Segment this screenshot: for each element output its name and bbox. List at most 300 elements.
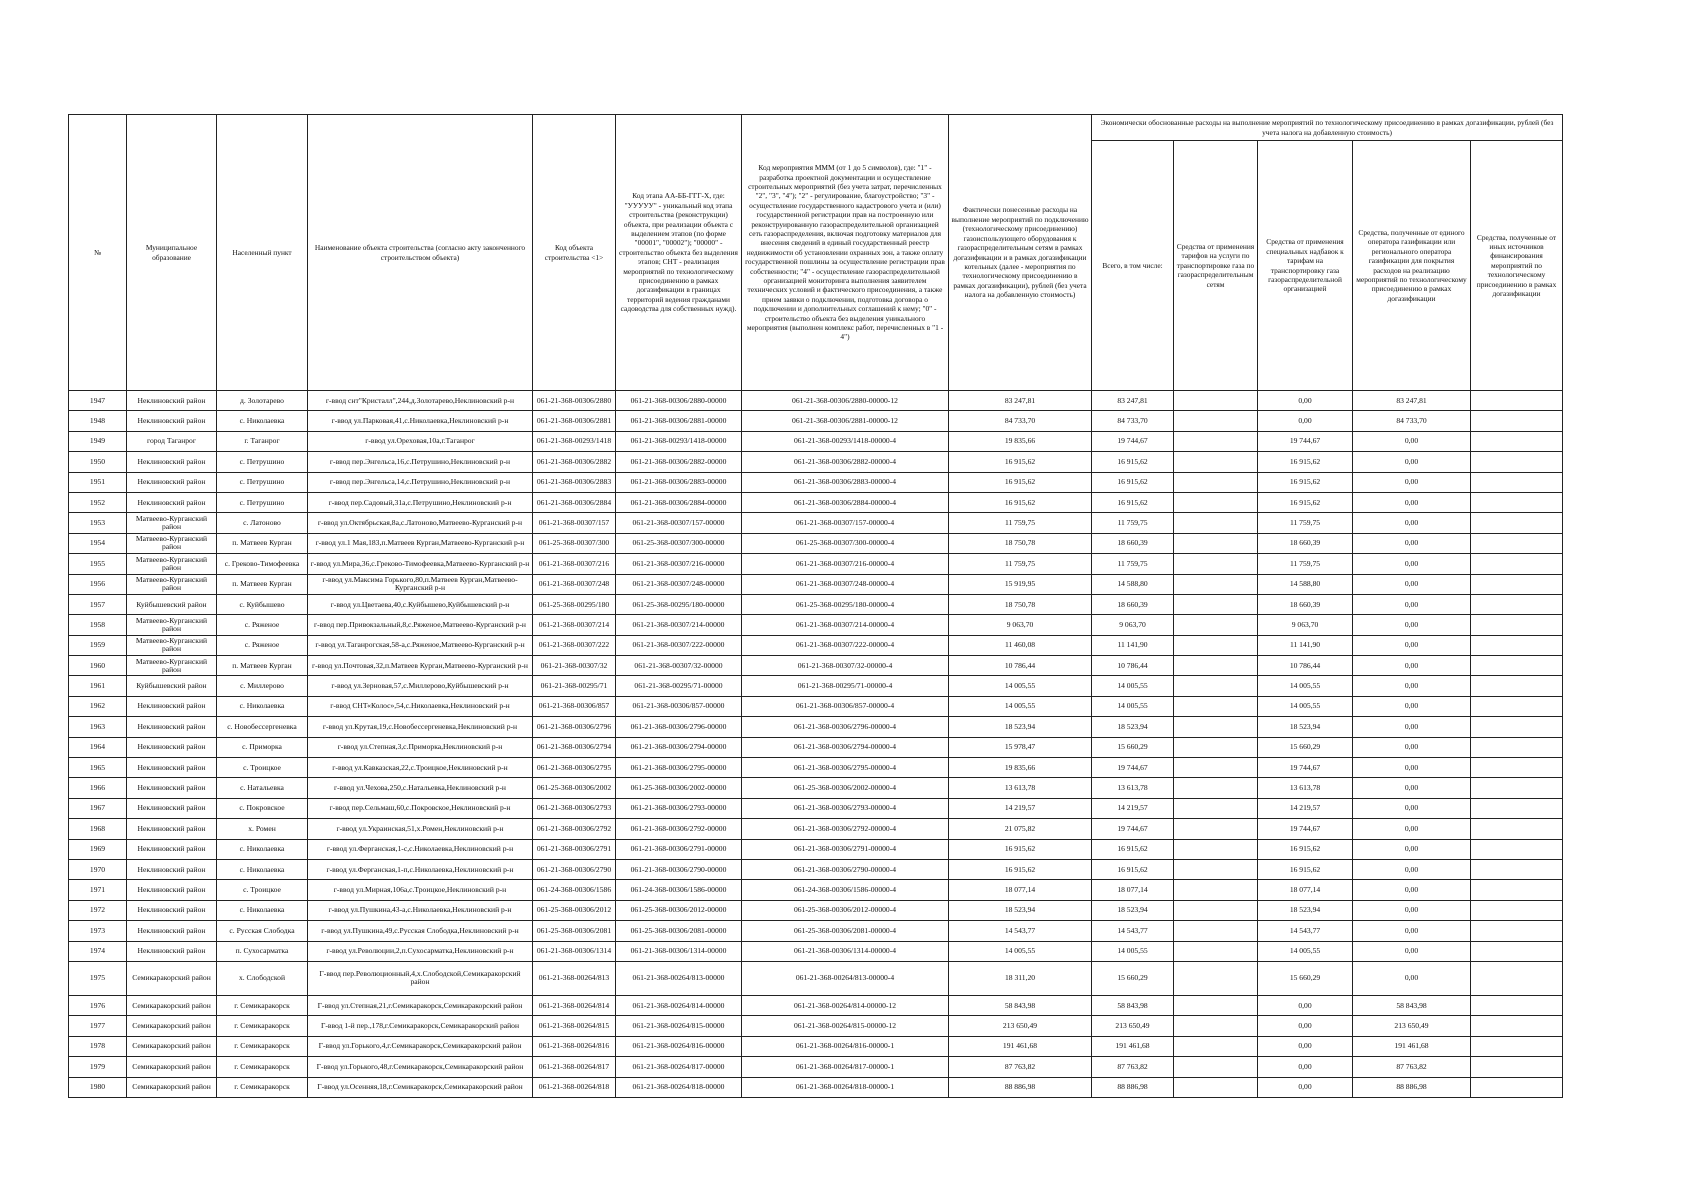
cell-municipality: Неклиновский район (127, 839, 217, 859)
cell-special-surcharges: 16 915,62 (1258, 472, 1353, 492)
cell-actual-expenses: 11 759,75 (949, 513, 1092, 533)
cell-row-number: 1958 (69, 615, 127, 635)
cell-event-code: 061-21-368-00306/2881-00000-12 (742, 411, 949, 431)
cell-event-code: 061-21-368-00307/157-00000-4 (742, 513, 949, 533)
cell-special-surcharges: 0,00 (1258, 391, 1353, 411)
cell-single-operator: 0,00 (1353, 431, 1471, 451)
cell-settlement: с. Николаевка (217, 859, 308, 879)
cell-total: 16 915,62 (1092, 492, 1174, 512)
cell-event-code: 061-25-368-00306/2012-00000-4 (742, 900, 949, 920)
cell-special-surcharges: 14 005,55 (1258, 696, 1353, 716)
table-row (69, 696, 1563, 716)
cell-object-name: г-ввод ул.Ореховая,10а,г.Таганрог (308, 431, 533, 451)
cell-stage-code: 061-21-368-00306/2795-00000 (616, 758, 742, 778)
cell-object-code: 061-25-368-00295/180 (533, 594, 616, 614)
cell-settlement: х. Ромен (217, 819, 308, 839)
cell-other-sources (1471, 941, 1563, 961)
cell-object-code: 061-21-368-00306/2882 (533, 452, 616, 472)
cell-other-sources (1471, 411, 1563, 431)
cell-event-code: 061-21-368-00264/813-00000-4 (742, 961, 949, 995)
cell-object-code: 061-21-368-00307/32 (533, 656, 616, 676)
table-row (69, 819, 1563, 839)
cell-special-surcharges: 16 915,62 (1258, 839, 1353, 859)
cell-object-code: 061-21-368-00306/2791 (533, 839, 616, 859)
cell-event-code: 061-21-368-00264/816-00000-1 (742, 1036, 949, 1056)
header-object-code: Код объекта строительства <1> (533, 115, 616, 391)
cell-event-code: 061-21-368-00306/2880-00000-12 (742, 391, 949, 411)
cell-actual-expenses: 14 005,55 (949, 696, 1092, 716)
cell-total: 9 063,70 (1092, 615, 1174, 635)
cell-other-sources (1471, 778, 1563, 798)
cell-transport-tariffs (1174, 758, 1258, 778)
cell-row-number: 1948 (69, 411, 127, 431)
table-row (69, 717, 1563, 737)
cell-other-sources (1471, 472, 1563, 492)
cell-transport-tariffs (1174, 554, 1258, 574)
cell-settlement: п. Сухосарматка (217, 941, 308, 961)
cell-row-number: 1949 (69, 431, 127, 451)
cell-municipality: Неклиновский район (127, 900, 217, 920)
cell-object-code: 061-21-368-00306/1314 (533, 941, 616, 961)
table-row (69, 778, 1563, 798)
cell-row-number: 1953 (69, 513, 127, 533)
cell-object-code: 061-21-368-00306/2793 (533, 798, 616, 818)
cell-settlement: с. Покровское (217, 798, 308, 818)
cell-row-number: 1977 (69, 1016, 127, 1036)
cell-transport-tariffs (1174, 839, 1258, 859)
report-table (68, 114, 1563, 1098)
cell-settlement: с. Новобессергеневка (217, 717, 308, 737)
cell-single-operator: 213 650,49 (1353, 1016, 1471, 1036)
cell-single-operator: 191 461,68 (1353, 1036, 1471, 1056)
cell-special-surcharges: 11 759,75 (1258, 513, 1353, 533)
cell-special-surcharges: 11 141,90 (1258, 635, 1353, 655)
cell-single-operator: 58 843,98 (1353, 995, 1471, 1015)
header-transport-tariffs: Средства от применения тарифов на услуги по транспортировке газа по газораспределительным сетям (1174, 141, 1258, 391)
cell-transport-tariffs (1174, 819, 1258, 839)
cell-single-operator: 0,00 (1353, 778, 1471, 798)
cell-other-sources (1471, 431, 1563, 451)
cell-other-sources (1471, 859, 1563, 879)
cell-actual-expenses: 15 978,47 (949, 737, 1092, 757)
cell-settlement: г. Семикаракорск (217, 1077, 308, 1097)
cell-special-surcharges: 10 786,44 (1258, 656, 1353, 676)
table-row (69, 859, 1563, 879)
cell-other-sources (1471, 554, 1563, 574)
cell-object-code: 061-21-368-00306/2796 (533, 717, 616, 737)
cell-special-surcharges: 16 915,62 (1258, 492, 1353, 512)
cell-single-operator: 0,00 (1353, 554, 1471, 574)
cell-actual-expenses: 18 311,20 (949, 961, 1092, 995)
cell-object-name: г-ввод ул.Ферганская,1-с,с.Николаевка,Неклиновский р-н (308, 839, 533, 859)
cell-special-surcharges: 16 915,62 (1258, 859, 1353, 879)
cell-actual-expenses: 191 461,68 (949, 1036, 1092, 1056)
cell-total: 14 005,55 (1092, 676, 1174, 696)
cell-special-surcharges: 14 005,55 (1258, 941, 1353, 961)
cell-settlement: с. Петрушино (217, 472, 308, 492)
cell-row-number: 1947 (69, 391, 127, 411)
cell-total: 15 660,29 (1092, 737, 1174, 757)
header-stage-code: Код этапа АА-ББ-ГГГ-Х, где: "УУУУУ" - уникальный код этапа строительства (реконструкции) объекта, при реализации объекта с выделением этапов (по форме "00001", "00002"); "00000" - строительство объекта без выделения этапов; СНТ - реализация мероприятий по технологическому присоединению в рамках догазификации в границах территорий ведения гражданами садоводства для собственных нужд). (616, 115, 742, 391)
cell-actual-expenses: 18 077,14 (949, 880, 1092, 900)
cell-object-name: г-ввод ул.Кавказская,22,с.Троицкое,Неклиновский р-н (308, 758, 533, 778)
cell-total: 14 543,77 (1092, 921, 1174, 941)
cell-object-name: г-ввод пер.Энгельса,16,с.Петрушино,Неклиновский р-н (308, 452, 533, 472)
cell-special-surcharges: 19 744,67 (1258, 819, 1353, 839)
cell-single-operator: 0,00 (1353, 737, 1471, 757)
cell-special-surcharges: 0,00 (1258, 995, 1353, 1015)
cell-other-sources (1471, 594, 1563, 614)
cell-settlement: д. Золотарево (217, 391, 308, 411)
cell-transport-tariffs (1174, 696, 1258, 716)
cell-object-code: 061-25-368-00306/2081 (533, 921, 616, 941)
cell-event-code: 061-21-368-00306/2791-00000-4 (742, 839, 949, 859)
cell-object-name: г-ввод пер.Привокзальный,8,с.Ряженое,Матвеево-Курганский р-н (308, 615, 533, 635)
cell-row-number: 1970 (69, 859, 127, 879)
cell-object-name: г-ввод ул.Революции,2,п.Сухосарматка,Неклиновский р-н (308, 941, 533, 961)
cell-transport-tariffs (1174, 717, 1258, 737)
cell-single-operator: 0,00 (1353, 798, 1471, 818)
cell-municipality: Семикаракорский район (127, 1016, 217, 1036)
cell-object-name: г-ввод ул.Цветаева,40,с.Куйбышево,Куйбышевский р-н (308, 594, 533, 614)
cell-other-sources (1471, 492, 1563, 512)
table-row (69, 1036, 1563, 1056)
cell-event-code: 061-21-368-00306/2794-00000-4 (742, 737, 949, 757)
cell-object-name: Г-ввод ул.Осенняя,18,г.Семикаракорск,Семикаракорский район (308, 1077, 533, 1097)
cell-object-code: 061-21-368-00306/2795 (533, 758, 616, 778)
table-row (69, 839, 1563, 859)
cell-transport-tariffs (1174, 995, 1258, 1015)
cell-single-operator: 0,00 (1353, 921, 1471, 941)
cell-settlement: с. Русская Слободка (217, 921, 308, 941)
cell-row-number: 1969 (69, 839, 127, 859)
cell-total: 14 005,55 (1092, 696, 1174, 716)
cell-actual-expenses: 15 919,95 (949, 574, 1092, 594)
cell-row-number: 1956 (69, 574, 127, 594)
cell-settlement: п. Матвеев Курган (217, 533, 308, 553)
cell-actual-expenses: 213 650,49 (949, 1016, 1092, 1036)
cell-stage-code: 061-21-368-00307/157-00000 (616, 513, 742, 533)
cell-other-sources (1471, 1036, 1563, 1056)
cell-total: 10 786,44 (1092, 656, 1174, 676)
table-body (69, 391, 1563, 1098)
cell-other-sources (1471, 533, 1563, 553)
cell-settlement: с. Миллерово (217, 676, 308, 696)
cell-special-surcharges: 15 660,29 (1258, 737, 1353, 757)
cell-actual-expenses: 16 915,62 (949, 472, 1092, 492)
cell-total: 83 247,81 (1092, 391, 1174, 411)
cell-actual-expenses: 21 075,82 (949, 819, 1092, 839)
cell-settlement: с. Николаевка (217, 696, 308, 716)
cell-single-operator: 0,00 (1353, 758, 1471, 778)
cell-transport-tariffs (1174, 492, 1258, 512)
cell-object-name: г-ввод ул.Мира,36,с.Греково-Тимофеевка,Матвеево-Курганский р-н (308, 554, 533, 574)
cell-other-sources (1471, 391, 1563, 411)
cell-settlement: п. Матвеев Курган (217, 656, 308, 676)
cell-row-number: 1976 (69, 995, 127, 1015)
cell-other-sources (1471, 513, 1563, 533)
header-total: Всего, в том числе: (1092, 141, 1174, 391)
cell-special-surcharges: 14 588,80 (1258, 574, 1353, 594)
cell-event-code: 061-21-368-00307/214-00000-4 (742, 615, 949, 635)
cell-single-operator: 0,00 (1353, 859, 1471, 879)
cell-transport-tariffs (1174, 859, 1258, 879)
cell-total: 11 759,75 (1092, 554, 1174, 574)
cell-municipality: Матвеево-Курганский район (127, 615, 217, 635)
cell-object-name: г-ввод ул.Украинская,51,х.Ромен,Неклиновский р-н (308, 819, 533, 839)
cell-actual-expenses: 16 915,62 (949, 492, 1092, 512)
cell-object-code: 061-21-368-00264/816 (533, 1036, 616, 1056)
cell-object-code: 061-24-368-00306/1586 (533, 880, 616, 900)
cell-object-name: г-ввод ул.Октябрьская,8а,с.Латоново,Матвеево-Курганский р-н (308, 513, 533, 533)
cell-event-code: 061-25-368-00295/180-00000-4 (742, 594, 949, 614)
table-row (69, 737, 1563, 757)
cell-special-surcharges: 14 543,77 (1258, 921, 1353, 941)
cell-total: 14 219,57 (1092, 798, 1174, 818)
cell-special-surcharges: 11 759,75 (1258, 554, 1353, 574)
cell-actual-expenses: 9 063,70 (949, 615, 1092, 635)
cell-stage-code: 061-25-368-00306/2012-00000 (616, 900, 742, 920)
cell-single-operator: 0,00 (1353, 900, 1471, 920)
cell-settlement: п. Матвеев Курган (217, 574, 308, 594)
cell-object-code: 061-21-368-00306/2792 (533, 819, 616, 839)
table-row (69, 594, 1563, 614)
cell-municipality: Куйбышевский район (127, 594, 217, 614)
cell-event-code: 061-21-368-00306/857-00000-4 (742, 696, 949, 716)
header-group-economic-expenses: Экономически обоснованные расходы на выполнение мероприятий по технологическому присоединению в рамках догазификации, рублей (без учета налога на добавленную стоимость) (1092, 115, 1563, 141)
cell-object-name: Г-ввод 1-й пер.,178,г.Семикаракорск,Семикаракорский район (308, 1016, 533, 1036)
cell-stage-code: 061-21-368-00306/2881-00000 (616, 411, 742, 431)
cell-stage-code: 061-21-368-00264/815-00000 (616, 1016, 742, 1036)
cell-total: 14 005,55 (1092, 941, 1174, 961)
cell-event-code: 061-21-368-00264/815-00000-12 (742, 1016, 949, 1036)
cell-other-sources (1471, 819, 1563, 839)
cell-special-surcharges: 18 660,39 (1258, 533, 1353, 553)
cell-stage-code: 061-24-368-00306/1586-00000 (616, 880, 742, 900)
cell-municipality: Неклиновский район (127, 758, 217, 778)
cell-object-name: г-ввод ул.Зерновая,57,с.Миллерово,Куйбышевский р-н (308, 676, 533, 696)
cell-object-name: г-ввод ул.Парковая,41,с.Николаевка,Неклиновский р-н (308, 411, 533, 431)
cell-total: 88 886,98 (1092, 1077, 1174, 1097)
cell-row-number: 1967 (69, 798, 127, 818)
cell-event-code: 061-21-368-00306/2883-00000-4 (742, 472, 949, 492)
cell-settlement: с. Приморка (217, 737, 308, 757)
cell-event-code: 061-25-368-00307/300-00000-4 (742, 533, 949, 553)
cell-object-name: Г-ввод пер.Революционный,4,х.Слободской,Семикаракорский район (308, 961, 533, 995)
cell-transport-tariffs (1174, 798, 1258, 818)
header-municipality: Муниципальное образование (127, 115, 217, 391)
cell-other-sources (1471, 961, 1563, 995)
cell-object-name: г-ввод ул.1 Мая,183,п.Матвеев Курган,Матвеево-Курганский р-н (308, 533, 533, 553)
table-row (69, 1016, 1563, 1036)
cell-other-sources (1471, 676, 1563, 696)
cell-row-number: 1960 (69, 656, 127, 676)
cell-special-surcharges: 13 613,78 (1258, 778, 1353, 798)
cell-total: 11 759,75 (1092, 513, 1174, 533)
table-row (69, 656, 1563, 676)
cell-actual-expenses: 18 523,94 (949, 717, 1092, 737)
cell-municipality: Неклиновский район (127, 472, 217, 492)
cell-municipality: Матвеево-Курганский район (127, 635, 217, 655)
cell-municipality: Неклиновский район (127, 941, 217, 961)
cell-municipality: Семикаракорский район (127, 1057, 217, 1077)
cell-transport-tariffs (1174, 615, 1258, 635)
cell-municipality: Матвеево-Курганский район (127, 513, 217, 533)
cell-single-operator: 84 733,70 (1353, 411, 1471, 431)
cell-object-code: 061-21-368-00264/814 (533, 995, 616, 1015)
cell-actual-expenses: 18 750,78 (949, 594, 1092, 614)
cell-stage-code: 061-21-368-00306/2882-00000 (616, 452, 742, 472)
cell-object-name: г-ввод ул.Пушкина,43-а,с.Николаевка,Неклиновский р-н (308, 900, 533, 920)
cell-object-code: 061-21-368-00306/2884 (533, 492, 616, 512)
cell-special-surcharges: 19 744,67 (1258, 758, 1353, 778)
cell-transport-tariffs (1174, 594, 1258, 614)
cell-single-operator: 0,00 (1353, 676, 1471, 696)
cell-transport-tariffs (1174, 961, 1258, 995)
cell-object-code: 061-21-368-00306/2883 (533, 472, 616, 492)
cell-stage-code: 061-21-368-00295/71-00000 (616, 676, 742, 696)
cell-settlement: х. Слободской (217, 961, 308, 995)
cell-object-code: 061-21-368-00306/2880 (533, 391, 616, 411)
cell-total: 18 523,94 (1092, 717, 1174, 737)
cell-transport-tariffs (1174, 1016, 1258, 1036)
cell-actual-expenses: 10 786,44 (949, 656, 1092, 676)
cell-stage-code: 061-21-368-00307/248-00000 (616, 574, 742, 594)
cell-stage-code: 061-21-368-00264/813-00000 (616, 961, 742, 995)
table-row (69, 1077, 1563, 1097)
cell-municipality: Семикаракорский район (127, 1036, 217, 1056)
cell-settlement: с. Латоново (217, 513, 308, 533)
cell-object-name: Г-ввод ул.Степная,21,г.Семикаракорск,Семикаракорский район (308, 995, 533, 1015)
cell-other-sources (1471, 1016, 1563, 1036)
cell-actual-expenses: 14 005,55 (949, 941, 1092, 961)
cell-row-number: 1974 (69, 941, 127, 961)
cell-row-number: 1978 (69, 1036, 127, 1056)
table-row (69, 391, 1563, 411)
cell-stage-code: 061-21-368-00264/814-00000 (616, 995, 742, 1015)
cell-object-name: г-ввод ул.Чехова,250,с.Натальевка,Неклиновский р-н (308, 778, 533, 798)
cell-stage-code: 061-21-368-00264/818-00000 (616, 1077, 742, 1097)
cell-total: 16 915,62 (1092, 859, 1174, 879)
cell-row-number: 1972 (69, 900, 127, 920)
cell-municipality: город Таганрог (127, 431, 217, 451)
cell-object-name: г-ввод ул.Максима Горького,80,п.Матвеев Курган,Матвеево-Курганский р-н (308, 574, 533, 594)
cell-total: 19 744,67 (1092, 758, 1174, 778)
cell-municipality: Неклиновский район (127, 492, 217, 512)
cell-transport-tariffs (1174, 941, 1258, 961)
cell-stage-code: 061-21-368-00306/2792-00000 (616, 819, 742, 839)
cell-row-number: 1957 (69, 594, 127, 614)
cell-municipality: Матвеево-Курганский район (127, 554, 217, 574)
cell-stage-code: 061-21-368-00306/1314-00000 (616, 941, 742, 961)
cell-row-number: 1965 (69, 758, 127, 778)
cell-actual-expenses: 16 915,62 (949, 859, 1092, 879)
cell-other-sources (1471, 1077, 1563, 1097)
cell-stage-code: 061-25-368-00306/2002-00000 (616, 778, 742, 798)
cell-total: 87 763,82 (1092, 1057, 1174, 1077)
cell-total: 18 523,94 (1092, 900, 1174, 920)
cell-settlement: с. Ряженое (217, 635, 308, 655)
cell-other-sources (1471, 615, 1563, 635)
header-other-sources: Средства, полученные от иных источников финансирования мероприятий по технологическому присоединению в рамках догазификации (1471, 141, 1563, 391)
cell-other-sources (1471, 880, 1563, 900)
cell-special-surcharges: 0,00 (1258, 1077, 1353, 1097)
cell-total: 191 461,68 (1092, 1036, 1174, 1056)
cell-settlement: г. Семикаракорск (217, 1016, 308, 1036)
cell-total: 11 141,90 (1092, 635, 1174, 655)
cell-special-surcharges: 0,00 (1258, 411, 1353, 431)
cell-transport-tariffs (1174, 1077, 1258, 1097)
cell-actual-expenses: 16 915,62 (949, 452, 1092, 472)
cell-total: 18 660,39 (1092, 533, 1174, 553)
cell-actual-expenses: 14 543,77 (949, 921, 1092, 941)
cell-event-code: 061-21-368-00307/216-00000-4 (742, 554, 949, 574)
cell-event-code: 061-21-368-00306/2882-00000-4 (742, 452, 949, 472)
table-row (69, 900, 1563, 920)
cell-other-sources (1471, 921, 1563, 941)
cell-transport-tariffs (1174, 452, 1258, 472)
cell-event-code: 061-21-368-00306/1314-00000-4 (742, 941, 949, 961)
cell-single-operator: 0,00 (1353, 819, 1471, 839)
cell-municipality: Неклиновский район (127, 411, 217, 431)
cell-transport-tariffs (1174, 411, 1258, 431)
cell-municipality: Неклиновский район (127, 391, 217, 411)
cell-transport-tariffs (1174, 1036, 1258, 1056)
cell-object-name: г-ввод снт"Кристалл",244,д.Золотарево,Неклиновский р-н (308, 391, 533, 411)
cell-transport-tariffs (1174, 513, 1258, 533)
cell-single-operator: 0,00 (1353, 880, 1471, 900)
table-row (69, 921, 1563, 941)
cell-object-code: 061-21-368-00306/2794 (533, 737, 616, 757)
cell-single-operator: 0,00 (1353, 594, 1471, 614)
cell-settlement: с. Натальевка (217, 778, 308, 798)
cell-single-operator: 0,00 (1353, 656, 1471, 676)
cell-settlement: с. Николаевка (217, 839, 308, 859)
cell-special-surcharges: 9 063,70 (1258, 615, 1353, 635)
cell-stage-code: 061-21-368-00306/857-00000 (616, 696, 742, 716)
cell-municipality: Матвеево-Курганский район (127, 533, 217, 553)
cell-municipality: Неклиновский район (127, 778, 217, 798)
cell-special-surcharges: 0,00 (1258, 1016, 1353, 1036)
cell-other-sources (1471, 696, 1563, 716)
cell-transport-tariffs (1174, 880, 1258, 900)
cell-stage-code: 061-21-368-00306/2883-00000 (616, 472, 742, 492)
cell-row-number: 1980 (69, 1077, 127, 1097)
table-header (69, 115, 1563, 391)
cell-municipality: Матвеево-Курганский район (127, 656, 217, 676)
cell-single-operator: 0,00 (1353, 696, 1471, 716)
cell-special-surcharges: 18 077,14 (1258, 880, 1353, 900)
cell-total: 19 744,67 (1092, 819, 1174, 839)
cell-single-operator: 0,00 (1353, 615, 1471, 635)
table-row (69, 574, 1563, 594)
cell-object-name: г-ввод ул.Мирная,106а,с.Троицкое,Неклиновский р-н (308, 880, 533, 900)
cell-municipality: Куйбышевский район (127, 676, 217, 696)
cell-stage-code: 061-21-368-00264/816-00000 (616, 1036, 742, 1056)
cell-single-operator: 88 886,98 (1353, 1077, 1471, 1097)
cell-single-operator: 0,00 (1353, 492, 1471, 512)
cell-total: 18 077,14 (1092, 880, 1174, 900)
cell-other-sources (1471, 1057, 1563, 1077)
cell-event-code: 061-25-368-00306/2002-00000-4 (742, 778, 949, 798)
cell-row-number: 1964 (69, 737, 127, 757)
cell-other-sources (1471, 656, 1563, 676)
cell-object-name: г-ввод пер.Сельмаш,60,с.Покровское,Неклиновский р-н (308, 798, 533, 818)
cell-municipality: Неклиновский район (127, 859, 217, 879)
cell-municipality: Неклиновский район (127, 880, 217, 900)
cell-single-operator: 83 247,81 (1353, 391, 1471, 411)
table-row (69, 533, 1563, 553)
